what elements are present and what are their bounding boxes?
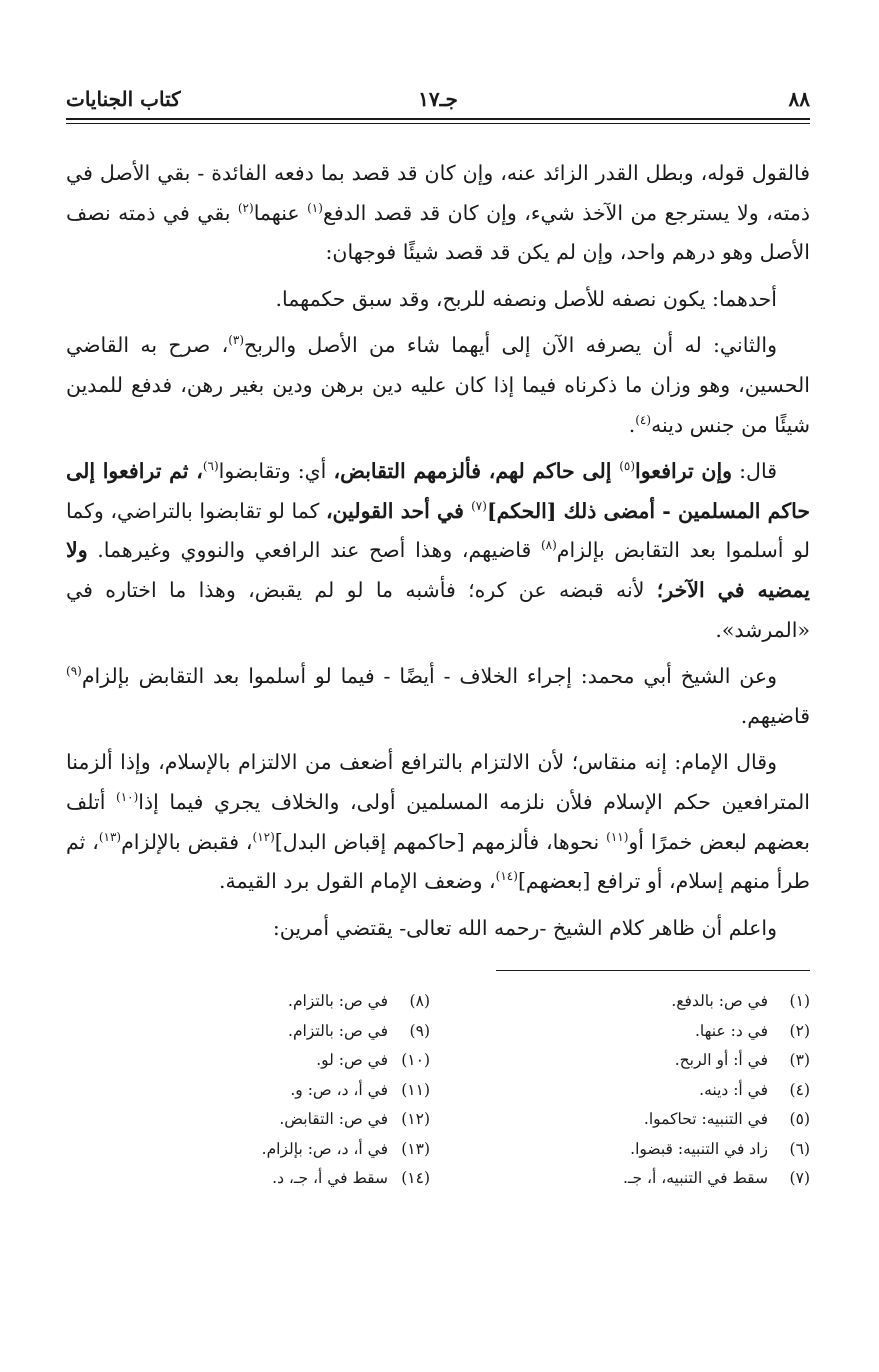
- text-run: أتلف بعضهم لبعض خمرًا أو: [66, 789, 811, 854]
- footnote-marker[interactable]: (١٢): [252, 829, 275, 844]
- footnotes-column-left: [120, 987, 430, 1194]
- footnote-number: (٨): [409, 992, 430, 1011]
- header-rule-thick: [66, 118, 810, 120]
- text-run: واعلم أن ظاهر كلام الشيخ -رحمه الله تعالى- يقتضي أمرين:: [272, 915, 777, 940]
- text-run: بقي في ذمته نصف الأصل وهو درهم واحد، وإن لم يكن قد قصد شيئًا فوجهان:: [66, 200, 810, 265]
- paragraph: [66, 280, 810, 320]
- footnote-number: (١١): [401, 1080, 430, 1099]
- footnote-text: في ص: بالدفع.: [671, 992, 768, 1011]
- running-header: [66, 82, 810, 116]
- volume-number: جـ١٧: [418, 87, 458, 111]
- footnote-marker[interactable]: (١): [307, 200, 323, 215]
- text-run: وقال الإمام: إنه منقاس؛ لأن الالتزام بالترافع أضعف من الالتزام بالإسلام، وإذا ألزمنا المترافعين حكم الإسلام فلأن نلزمه المسلمين أولى، والخلاف يجري فيما إذا: [66, 750, 810, 814]
- text-run: ، فقبض بالإلزام: [121, 829, 253, 854]
- footnote-number: (٢): [789, 1021, 810, 1040]
- paragraph: [66, 154, 810, 273]
- footnote-item: [120, 1017, 430, 1047]
- footnote-text: في ص: التقابض.: [279, 1110, 388, 1129]
- footnote-item: [120, 1135, 430, 1165]
- footnote-marker[interactable]: (١١): [606, 829, 629, 844]
- footnote-item: [120, 1164, 430, 1194]
- text-run: كما لو تقابضوا بالتراضي، وكما لو أسلموا بعد التقابض بإلزام: [66, 498, 810, 563]
- bold-quoted-text: وإن ترافعوا: [635, 459, 733, 484]
- footnote-marker[interactable]: (٩): [66, 664, 82, 679]
- text-run: .: [628, 412, 636, 437]
- paragraph: [66, 657, 810, 736]
- text-run: والثاني: له أن يصرفه الآن إلى أيهما شاء من الأصل والربح: [244, 333, 777, 358]
- footnote-item: [500, 1046, 810, 1076]
- footnote-number: (٤): [789, 1080, 810, 1099]
- footnote-marker[interactable]: (٣): [228, 333, 245, 348]
- footnote-text: سقط في التنبيه، أ، جـ.: [623, 1169, 768, 1188]
- footnotes: [66, 987, 810, 1194]
- footnote-text: في ص: بالتزام.: [288, 1021, 388, 1040]
- footnote-text: في التنبيه: تحاكموا.: [643, 1110, 768, 1129]
- paragraph: [66, 452, 810, 650]
- footnote-text: في د: عنها.: [694, 1021, 768, 1040]
- text-run: ، وضعف الإمام القول برد القيمة.: [218, 869, 496, 894]
- footnote-text: سقط في أ، جـ، د.: [272, 1169, 388, 1188]
- bold-quoted-text: في أحد القولين،: [325, 498, 472, 523]
- footnote-marker[interactable]: (٨): [540, 538, 557, 553]
- footnote-marker[interactable]: (١٤): [495, 869, 518, 884]
- paragraph: [66, 743, 810, 901]
- footnote-number: (٥): [789, 1110, 810, 1129]
- bold-quoted-text: ، ثم ترافعوا إلى حاكم المسلمين - أمضى ذلك [الحكم]: [66, 459, 810, 523]
- paragraph: [66, 326, 810, 445]
- footnote-item: [120, 1046, 430, 1076]
- footnote-item: [500, 1164, 810, 1194]
- footnote-number: (١٤): [401, 1169, 430, 1188]
- footnote-item: [500, 1017, 810, 1047]
- bold-quoted-text: ولا يمضيه في الآخر؛: [66, 538, 810, 602]
- footnote-number: (١): [789, 992, 810, 1011]
- book-title: كتاب الجنايات: [66, 87, 181, 111]
- footnote-item: [500, 1105, 810, 1135]
- bold-quoted-text: إلى حاكم لهم، فألزمهم التقابض،: [333, 459, 620, 484]
- footnote-text: في أ، د، ص: و.: [290, 1080, 388, 1099]
- text-run: ، صرح به القاضي الحسين، وهو وزان ما ذكرناه فيما إذا كان عليه دين برهن ودين بغير رهن، فدفع للمدين شيئًا من جنس دينه: [66, 333, 810, 437]
- text-run: ، ثم طرأ منهم إسلام، أو ترافع [بعضهم]: [66, 829, 810, 894]
- footnote-item: [500, 987, 810, 1017]
- footnote-number: (٩): [409, 1021, 430, 1040]
- text-run: عنهما: [253, 200, 308, 225]
- footnotes-column-right: [500, 987, 810, 1194]
- main-text: [66, 154, 810, 948]
- footnote-item: [120, 1076, 430, 1106]
- footnote-number: (١٣): [401, 1139, 430, 1158]
- footnote-text: في أ: أو الربح.: [674, 1051, 768, 1070]
- text-run: أي: وتقابضوا: [218, 459, 334, 484]
- footnote-separator: [496, 970, 810, 971]
- footnote-marker[interactable]: (١٠): [116, 790, 139, 805]
- footnote-item: [120, 987, 430, 1017]
- text-run: قاضيهم.: [740, 703, 810, 728]
- footnote-number: (٧): [789, 1169, 810, 1188]
- footnote-number: (١٠): [401, 1051, 430, 1070]
- footnote-marker[interactable]: (٢): [237, 200, 254, 215]
- page-number: ٨٨: [788, 87, 810, 111]
- paragraph: [66, 909, 810, 949]
- text-run: لأنه قبضه عن كره؛ فأشبه ما لو لم يقبض، وهذا ما اختاره في «المرشد».: [66, 577, 810, 642]
- text-run: نحوها، فألزمهم [حاكمهم إقباض البدل]: [274, 829, 607, 854]
- footnote-text: في أ: دينه.: [699, 1080, 768, 1099]
- footnote-number: (١٢): [401, 1110, 430, 1129]
- footnote-marker[interactable]: (٤): [635, 412, 652, 427]
- footnote-number: (٦): [789, 1139, 810, 1158]
- text-run: وعن الشيخ أبي محمد: إجراء الخلاف - أيضًا - فيما لو أسلموا بعد التقابض بإلزام: [81, 664, 777, 689]
- page: [66, 82, 810, 1194]
- footnote-marker[interactable]: (٦): [202, 459, 219, 474]
- header-rule-thin: [66, 123, 810, 124]
- footnote-marker[interactable]: (١٣): [98, 829, 122, 844]
- text-run: قال:: [732, 459, 777, 484]
- footnote-item: [120, 1105, 430, 1135]
- text-run: أحدهما: يكون نصفه للأصل ونصفه للربح، وقد سبق حكمهما.: [275, 286, 777, 311]
- footnote-item: [500, 1076, 810, 1106]
- footnote-text: في ص: لو.: [316, 1051, 388, 1070]
- footnote-marker[interactable]: (٧): [471, 498, 487, 513]
- footnote-item: [500, 1135, 810, 1165]
- footnote-text: في أ، د، ص: بإلزام.: [261, 1139, 388, 1158]
- text-run: قاضيهم، وهذا أصح عند الرافعي والنووي وغيرهما.: [87, 538, 541, 563]
- text-run: فالقول قوله، وبطل القدر الزائد عنه، وإن كان قد قصد بما دفعه الفائدة - بقي الأصل في ذمته، ولا يسترجع من الآخذ شيء، وإن كان قد قصد الدفع: [66, 161, 810, 225]
- footnote-marker[interactable]: (٥): [619, 459, 636, 474]
- footnote-number: (٣): [789, 1051, 810, 1070]
- footnote-text: زاد في التنبيه: قبضوا.: [630, 1139, 768, 1158]
- footnote-text: في ص: بالتزام.: [288, 992, 388, 1011]
